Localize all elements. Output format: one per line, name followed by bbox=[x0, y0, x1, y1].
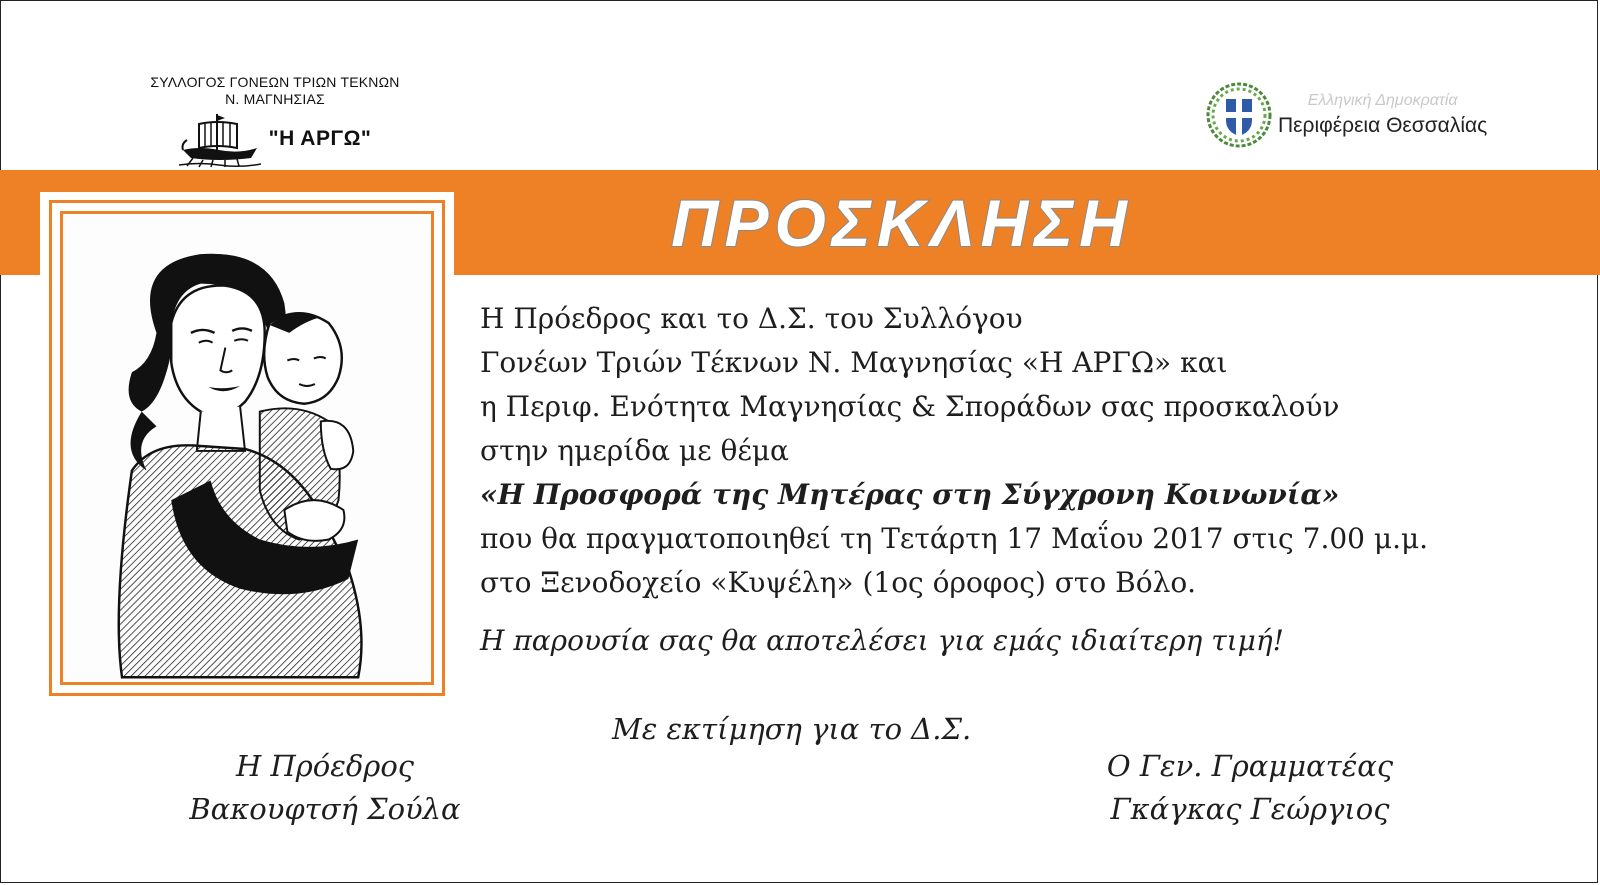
secretary-name: Γκάγκας Γεώργιος bbox=[1110, 792, 1390, 826]
body-line-date: που θα πραγματοποιηθεί τη Τετάρτη 17 Μαΐου 2017 στις 7.00 μ.μ. bbox=[480, 522, 1429, 555]
president-role: Η Πρόεδρος bbox=[235, 749, 415, 783]
mother-and-child-illustration bbox=[63, 214, 431, 682]
association-name: "Η ΑΡΓΩ" bbox=[268, 127, 372, 150]
invitation-body bbox=[480, 297, 1560, 663]
body-line-4: στην ημερίδα με θέμα bbox=[480, 434, 789, 467]
body-line-1: Η Πρόεδρος και το Δ.Σ. του Συλλόγου bbox=[480, 302, 1023, 335]
body-line-3: η Περιφ. Ενότητα Μαγνησίας & Σποράδων σας προσκαλούν bbox=[480, 390, 1340, 423]
signature-president bbox=[160, 745, 490, 831]
region-logo bbox=[1206, 82, 1487, 148]
event-theme: «Η Προσφορά της Μητέρας στη Σύγχρονη Κοινωνία» bbox=[480, 478, 1340, 511]
region-name: Περιφέρεια Θεσσαλίας bbox=[1278, 114, 1488, 137]
body-line-venue: στο Ξενοδοχείο «Κυψέλη» (1ος όροφος) στο Βόλο. bbox=[480, 566, 1197, 599]
frame-border-outer bbox=[49, 200, 445, 696]
region-country: Ελληνική Δημοκρατία bbox=[1307, 92, 1458, 109]
association-logo bbox=[140, 74, 410, 168]
closing-line: Με εκτίμηση για το Δ.Σ. bbox=[612, 712, 972, 746]
honor-sentence: Η παρουσία σας θα αποτελέσει για εμάς ιδιαίτερη τιμή! bbox=[480, 624, 1284, 657]
illustration-frame bbox=[40, 192, 454, 706]
signature-secretary bbox=[1100, 745, 1400, 831]
frame-border-inner bbox=[60, 211, 434, 685]
association-line-2: Ν. ΜΑΓΝΗΣΙΑΣ bbox=[225, 91, 325, 107]
invitation-title: ΠΡΟΣΚΛΗΣΗ bbox=[671, 185, 1133, 260]
body-line-2: Γονέων Τριών Τέκνων Ν. Μαγνησίας «Η ΑΡΓΩ» και bbox=[480, 346, 1228, 379]
president-name: Βακουφτσή Σούλα bbox=[189, 792, 461, 826]
greek-emblem-icon bbox=[1206, 82, 1272, 148]
association-line-1: ΣΥΛΛΟΓΟΣ ΓΟΝΕΩΝ ΤΡΙΩΝ ΤΕΚΝΩΝ bbox=[150, 74, 400, 90]
ship-icon bbox=[179, 110, 261, 168]
secretary-role: Ο Γεν. Γραμματέας bbox=[1106, 749, 1394, 783]
